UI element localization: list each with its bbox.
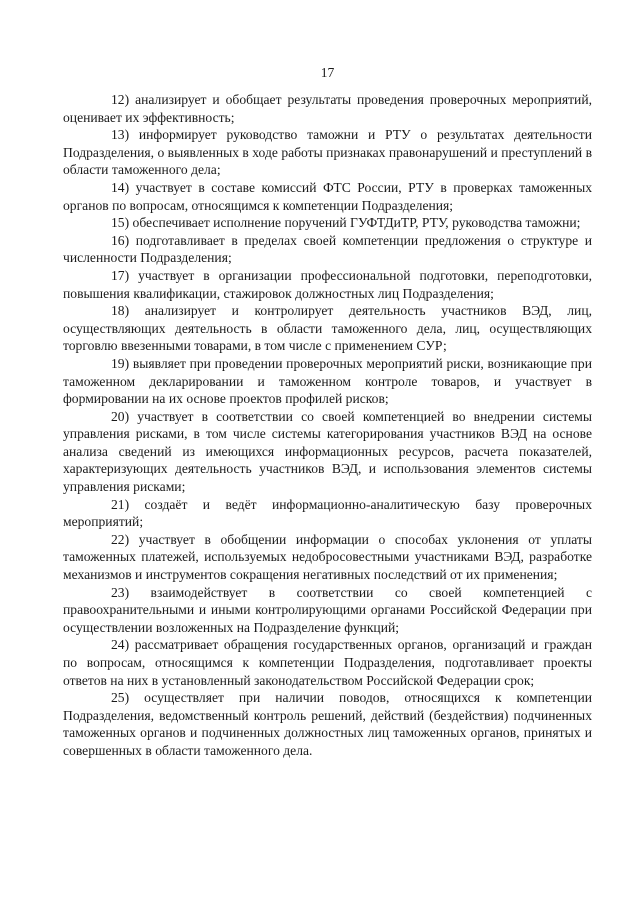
list-item-25: 25) осуществляет при наличии поводов, относящихся к компетенции Подразделения, ведомственный контроль решений, действий (бездействия) подчиненных таможенных органов и подчиненных должностных лиц таможенных органов, принятых и совершенных в области таможенного дела. [63,690,592,758]
list-item-12: 12) анализирует и обобщает результаты проведения проверочных мероприятий, оценивает их эффективность; [63,92,592,125]
page-number: 17 [320,65,335,80]
list-item-14: 14) участвует в составе комиссий ФТС России, РТУ в проверках таможенных органов по вопросам, относящимся к компетенции Подразделения; [63,179,592,213]
list-item-13: 13) информирует руководство таможни и РТУ о результатах деятельности Подразделения, о выявленных в ходе работы признаках правонарушений и преступлений в области таможенного дела; [63,127,592,178]
list-item-24: 24) рассматривает обращения государственных органов, организаций и граждан по вопросам, относящимся к компетенции Подразделения, подготавливает проекты ответов на них в установленный законодательством Российской Федерации срок; [63,637,592,688]
document-body [63,91,592,760]
list-item-16: 16) подготавливает в пределах своей компетенции предложения о структуре и численности Подразделения; [63,232,592,266]
list-item-19: 19) выявляет при проведении проверочных мероприятий риски, возникающие при таможенном декларировании и таможенном контроле товаров, и участвует в формировании на их основе проектов профилей рисков; [63,355,592,407]
document-page [63,0,592,900]
list-item-17: 17) участвует в организации профессиональной подготовки, переподготовки, повышения квалификации, стажировок должностных лиц Подразделения; [63,267,592,301]
list-item-18: 18) анализирует и контролирует деятельность участников ВЭД, лиц, осуществляющих деятельность в области таможенного дела, лиц, осуществляющих торговлю ввезенными товарами, в том числе с применением СУР; [63,303,592,354]
list-item-21: 21) создаёт и ведёт информационно-аналитическую базу проверочных мероприятий; [63,496,592,530]
list-item-23: 23) взаимодействует в соответствии со своей компетенцией с правоохранительными и иными контролирующими органами Российской Федерации при осуществлении возложенных на Подразделение функций; [63,584,592,635]
list-item-22: 22) участвует в обобщении информации о способах уклонения от уплаты таможенных платежей, используемых недобросовестными участниками ВЭД, разработке механизмов и инструментов сокращения негативных последствий от их применения; [63,531,592,583]
list-item-15: 15) обеспечивает исполнение поручений ГУФТДиТР, РТУ, руководства таможни; [111,215,581,231]
list-item-20: 20) участвует в соответствии со своей компетенцией во внедрении системы управления рисками, в том числе системы категорирования участников ВЭД на основе анализа сведений из имеющихся информационных ресурсов, расчета показателей, характеризующих деятельность участников ВЭД, и использования элементов системы управления рисками; [63,408,592,495]
